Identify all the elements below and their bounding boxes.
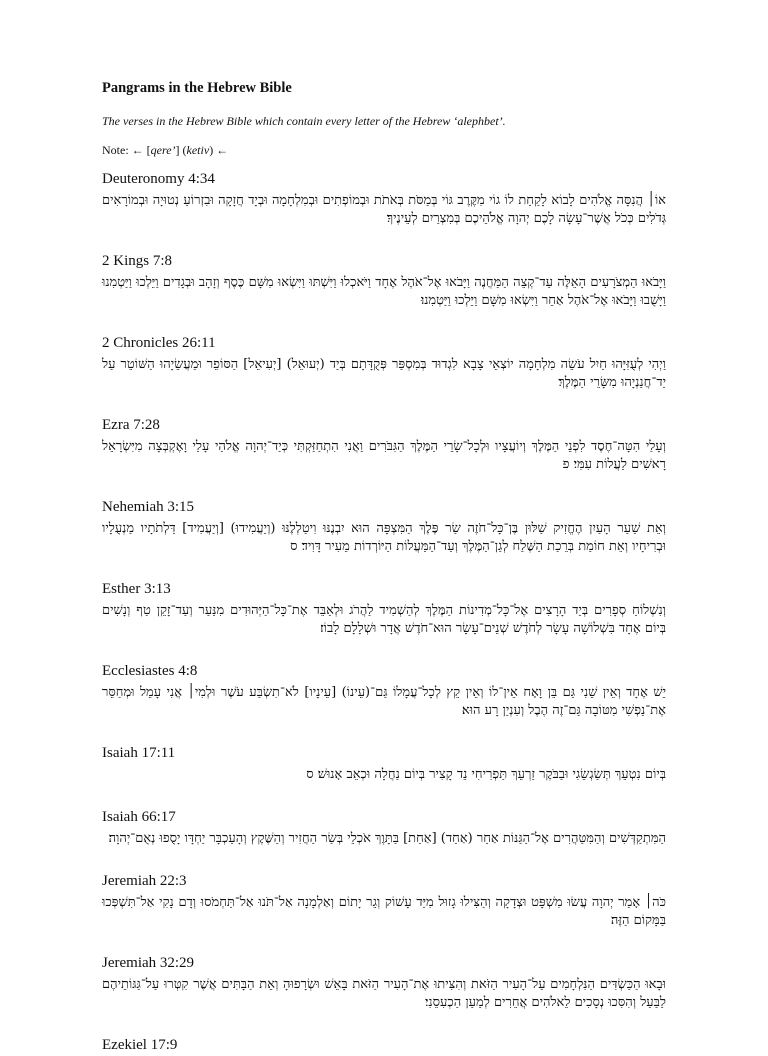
verse-text: הַמִּתְקַדְּשִׁים וְהַמִּטַּהֲרִים אֶל־הַגַּנּוֹת אַחַר (אַחַד) [אַחַת] בַּתָּוֶךְ אֹכְלֵי בְּשַׂר הַחֲזִיר וְהַשֶּׁקֶץ וְהָעַכְבָּר יַחְדָּו יָסֻפוּ נְאֻם־יְהוָה׃: [108, 831, 666, 846]
document-subtitle: The verses in the Hebrew Bible which contain every letter of the Hebrew ‘alephbet’.: [102, 114, 506, 128]
verse-reference: Nehemiah 3:15: [102, 499, 195, 515]
verse-text: אוֹ׀ הֲנִסָּה אֱלֹהִים לָבוֹא לָקַחַת לוֹ גוֹי מִקֶּרֶב גּוֹי בְּמַסֹּת בְּאֹתֹת וּבְמוֹפְתִים וּבְמִלְחָמָה וּבְיָד חֲזָקָה וּבִזְרוֹעַ נְטוּיָה וּבְמוֹרָאִים גְּדֹלִים כְּכֹל אֲשֶׁר־עָשָׂה לָכֶם יְהוָה אֱלֹהֵיכֶם בְּמִצְרַיִם לְעֵינֶיךָ׃: [102, 193, 666, 226]
verse-reference: 2 Chronicles 26:11: [102, 335, 216, 351]
verse-reference: Jeremiah 22:3: [102, 873, 187, 889]
note-middle: ] (: [175, 143, 187, 157]
verse-entry: [102, 1034, 666, 1056]
verse-text: וַיָּבֹאוּ הַמְצֹרָעִים הָאֵלֶּה עַד־קְצֵה הַמַּחֲנֶה וַיָּבֹאוּ אֶל־אֹהֶל אֶחָד וַיֹּאכְלוּ וַיִּשְׁתּוּ וַיִּשְׂאוּ מִשָּׁם כֶּסֶף וְזָהָב וּבְגָדִים וַיֵּלְכוּ וַיַּטְמִנוּ וַיָּשֻׁבוּ וַיָּבֹאוּ אֶל־אֹהֶל אַחֵר וַיִּשְׂאוּ מִשָּׁם וַיֵּלְכוּ וַיַּטְמִנוּ׃: [102, 275, 666, 308]
note-qere: qere’: [150, 143, 176, 157]
verse-reference: Jeremiah 32:29: [102, 955, 195, 971]
verse-entry: [102, 806, 666, 848]
verse-text: וַיְהִי לְעֻזִּיָּהוּ חַיִל עֹשֵׂה מִלְחָמָה יוֹצְאֵי צָבָא לִגְדוּד בְּמִסְפַּר פְּקֻדָּתָם בְּיַד (יְעוּאֵל) [יְעִיאֵל] הַסּוֹפֵר וּמַעֲשֵׂיָהוּ הַשּׁוֹטֵר עַל יַד־חֲנַנְיָהוּ מִשָּׂרֵי הַמֶּלֶךְ׃: [102, 357, 666, 390]
verse-text: בְּיוֹם נִטְעֵךְ תְּשַׂגְשֵׂגִי וּבַבֹּקֶר זַרְעֵךְ תַּפְרִיחִי נֵד קָצִיר בְּיוֹם נַחֲלָה וּכְאֵב אָנוּשׁ׃ ס: [306, 767, 666, 782]
verse-entry: [102, 332, 666, 392]
verse-text: כֹּה׀ אָמַר יְהוָה עֲשׂוּ מִשְׁפָּט וּצְדָקָה וְהַצִּילוּ גָזוּל מִיַּד עָשׁוֹק וְגֵר יָתוֹם וְאַלְמָנָה אַל־תֹּנוּ אַל־תַּחְמֹסוּ וְדָם נָקִי אַל־תִּשְׁפְּכוּ בַּמָּקוֹם הַזֶּה׃: [102, 895, 666, 928]
verse-reference: Isaiah 66:17: [102, 809, 176, 825]
verse-entry: [102, 660, 666, 720]
document-title: Pangrams in the Hebrew Bible: [102, 80, 292, 96]
verse-entry: [102, 496, 666, 556]
verse-reference: Ezra 7:28: [102, 417, 160, 433]
verse-reference: Deuteronomy 4:34: [102, 171, 215, 187]
verse-reference: 2 Kings 7:8: [102, 253, 173, 269]
verse-entry: [102, 414, 666, 474]
verse-text: וּבָאוּ הַכַּשְׂדִּים הַנִּלְחָמִים עַל־הָעִיר הַזֹּאת וְהִצִּיתוּ אֶת־הָעִיר הַזֹּאת בָּאֵשׁ וּשְׂרָפוּהָ וְאֵת הַבָּתִּים אֲשֶׁר קִטְּרוּ עַל־גַּגּוֹתֵיהֶם לַבַּעַל וְהִסִּכוּ נְסָכִים לֵאלֹהִים אֲחֵרִים לְמַעַן הַכְעִסֵנִי׃: [102, 977, 666, 1010]
note-ketiv: ketiv: [186, 143, 210, 157]
note-prefix: Note: ← [: [102, 143, 151, 157]
verse-text: וְנִשְׁלוֹחַ סְפָרִים בְּיַד הָרָצִים אֶל־כָּל־מְדִינוֹת הַמֶּלֶךְ לְהַשְׁמִיד לַהֲרֹג וּלְאַבֵּד אֶת־כָּל־הַיְּהוּדִים מִנַּעַר וְעַד־זָקֵן טַף וְנָשִׁים בְּיוֹם אֶחָד בִּשְׁלוֹשָׁה עָשָׂר לְחֹדֶשׁ שְׁנֵים־עָשָׂר הוּא־חֹדֶשׁ אֲדָר וּשְׁלָלָם לָבוֹז׃: [102, 603, 666, 636]
verse-entry: [102, 578, 666, 638]
verse-reference: Esther 3:13: [102, 581, 171, 597]
verse-entry: [102, 952, 666, 1012]
verse-entry: [102, 168, 666, 228]
verse-entry: [102, 870, 666, 930]
verse-list: [102, 168, 666, 1056]
verse-entry: [102, 250, 666, 310]
reading-note: [102, 143, 666, 158]
note-suffix: ) ←: [209, 143, 229, 157]
verse-text: וְעָלַי הִטָּה־חֶסֶד לִפְנֵי הַמֶּלֶךְ וְיוֹעֲצָיו וּלְכָל־שָׂרֵי הַמֶּלֶךְ הַגִּבֹּרִים וַאֲנִי הִתְחַזַּקְתִּי כְּיַד־יְהוָה אֱלֹהַי עָלַי וָאֶקְבְּצָה מִיִּשְׂרָאֵל רָאשִׁים לַעֲלוֹת עִמִּי׃ פ: [102, 439, 666, 472]
verse-reference: Isaiah 17:11: [102, 745, 176, 761]
verse-reference: Ezekiel 17:9: [102, 1037, 178, 1053]
verse-entry: [102, 742, 666, 784]
verse-reference: Ecclesiastes 4:8: [102, 663, 198, 679]
verse-text: יֵשׁ אֶחָד וְאֵין שֵׁנִי גַּם בֵּן וָאָח אֵין־לוֹ וְאֵין קֵץ לְכָל־עֲמָלוֹ גַּם־(עֵינוֹ) [עֵינָיו] לֹא־תִשְׂבַּע עֹשֶׁר וּלְמִי׀ אֲנִי עָמֵל וּמְחַסֵּר אֶת־נַפְשִׁי מִטּוֹבָה גַּם־זֶה הֶבֶל וְעִנְיַן רָע הוּא׃: [102, 685, 666, 718]
verse-text: וְאֵת שַׁעַר הָעַיִן הֶחֱזִיק שַׁלּוּן בֶּן־כָּל־חֹזֶה שַׂר פֶּלֶךְ הַמִּצְפָּה הוּא יִבְנֶנּוּ וִיטַלְלֶנּוּ (וְיַעֲמִידוּ) [וְיַעֲמִיד] דַּלְתֹתָיו מַנְעֻלָיו וּבְרִיחָיו וְאֵת חוֹמַת בְּרֵכַת הַשֶּׁלַח לְגַן־הַמֶּלֶךְ וְעַד־הַמַּעֲלוֹת הַיּוֹרְדוֹת מֵעִיר דָּוִיד׃ ס: [102, 521, 666, 554]
